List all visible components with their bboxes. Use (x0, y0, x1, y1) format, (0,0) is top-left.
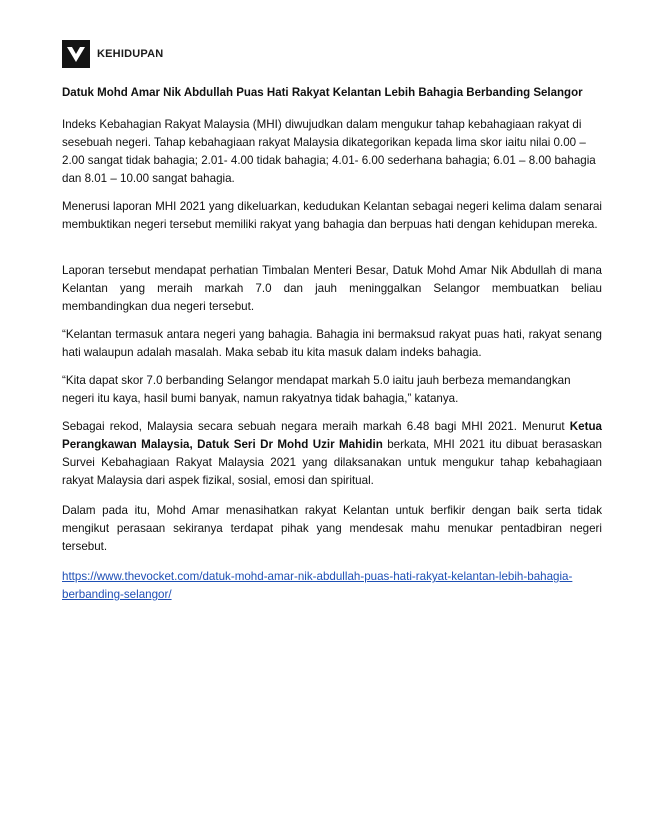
vocket-v-glyph (66, 45, 86, 63)
brand-logo (62, 40, 163, 68)
paragraph-report: Menerusi laporan MHI 2021 yang dikeluarkan, kedudukan Kelantan sebagai negeri kelima dalam senarai membuktikan negeri tersebut memiliki rakyat yang bahagia dan berpuas hati dengan kehidupan mereka. (62, 200, 602, 231)
article-title: Datuk Mohd Amar Nik Abdullah Puas Hati Rakyat Kelantan Lebih Bahagia Berbanding Selangor (62, 87, 583, 99)
brand-name: KEHIDUPAN (97, 48, 164, 60)
vocket-v-icon (62, 40, 90, 68)
paragraph-quote-1: “Kelantan termasuk antara negeri yang bahagia. Bahagia ini bermaksud rakyat puas hati, rakyat senang hati walaupun adalah masalah. Maka sebab itu kita masuk dalam indeks bahagia. (62, 328, 602, 359)
paragraph-record (62, 418, 602, 490)
paragraph-quote-2: “Kita dapat skor 7.0 berbanding Selangor mendapat markah 5.0 iaitu jauh berbeza memandangkan negeri itu kaya, hasil bumi banyak, namun rakyatnya tidak bahagia,” katanya. (62, 374, 571, 405)
source-link[interactable]: https://www.thevocket.com/datuk-mohd-amar-nik-abdullah-puas-hati-rakyat-kelantan-lebih-bahagia-berbanding-selangor/ (62, 570, 573, 601)
record-text-end: berkata, MHI 2021 itu dibuat berasaskan Survei Kebahagiaan Rakyat Malaysia 2021 yang dilaksanakan untuk mengukur tahap kebahagiaan rakyat Malaysia dari aspek fizikal, sosial, emosi dan spiritual. (62, 438, 602, 487)
statistician-name: Ketua Perangkawan Malaysia, Datuk Seri Dr Mohd Uzir Mahidin (62, 420, 602, 451)
paragraph-advice: Dalam pada itu, Mohd Amar menasihatkan rakyat Kelantan untuk berfikir dengan baik serta tidak mengikut perasaan sekiranya terdapat pihak yang mendesak mahu menukar pentadbiran negeri tersebut. (62, 504, 602, 553)
paragraph-attention: Laporan tersebut mendapat perhatian Timbalan Menteri Besar, Datuk Mohd Amar Nik Abdullah di mana Kelantan yang meraih markah 7.0 dan jauh meninggalkan Selangor membuatkan beliau membandingkan dua negeri tersebut. (62, 264, 602, 313)
paragraph-intro: Indeks Kebahagian Rakyat Malaysia (MHI) diwujudkan dalam mengukur tahap kebahagiaan rakyat di sesebuah negeri. Tahap kebahagiaan rakyat Malaysia dikategorikan kepada lima skor iaitu nilai 0.00 – 2.00 sangat tidak bahagia; 2.01- 4.00 tidak bahagia; 4.01- 6.00 sederhana bahagia; 6.01 – 8.00 bahagia dan 8.01 – 10.00 sangat bahagia. (62, 118, 596, 185)
record-text-start: Sebagai rekod, Malaysia secara sebuah negara meraih markah 6.48 bagi MHI 2021. Menurut (62, 420, 570, 433)
source-link-paragraph (62, 568, 602, 604)
